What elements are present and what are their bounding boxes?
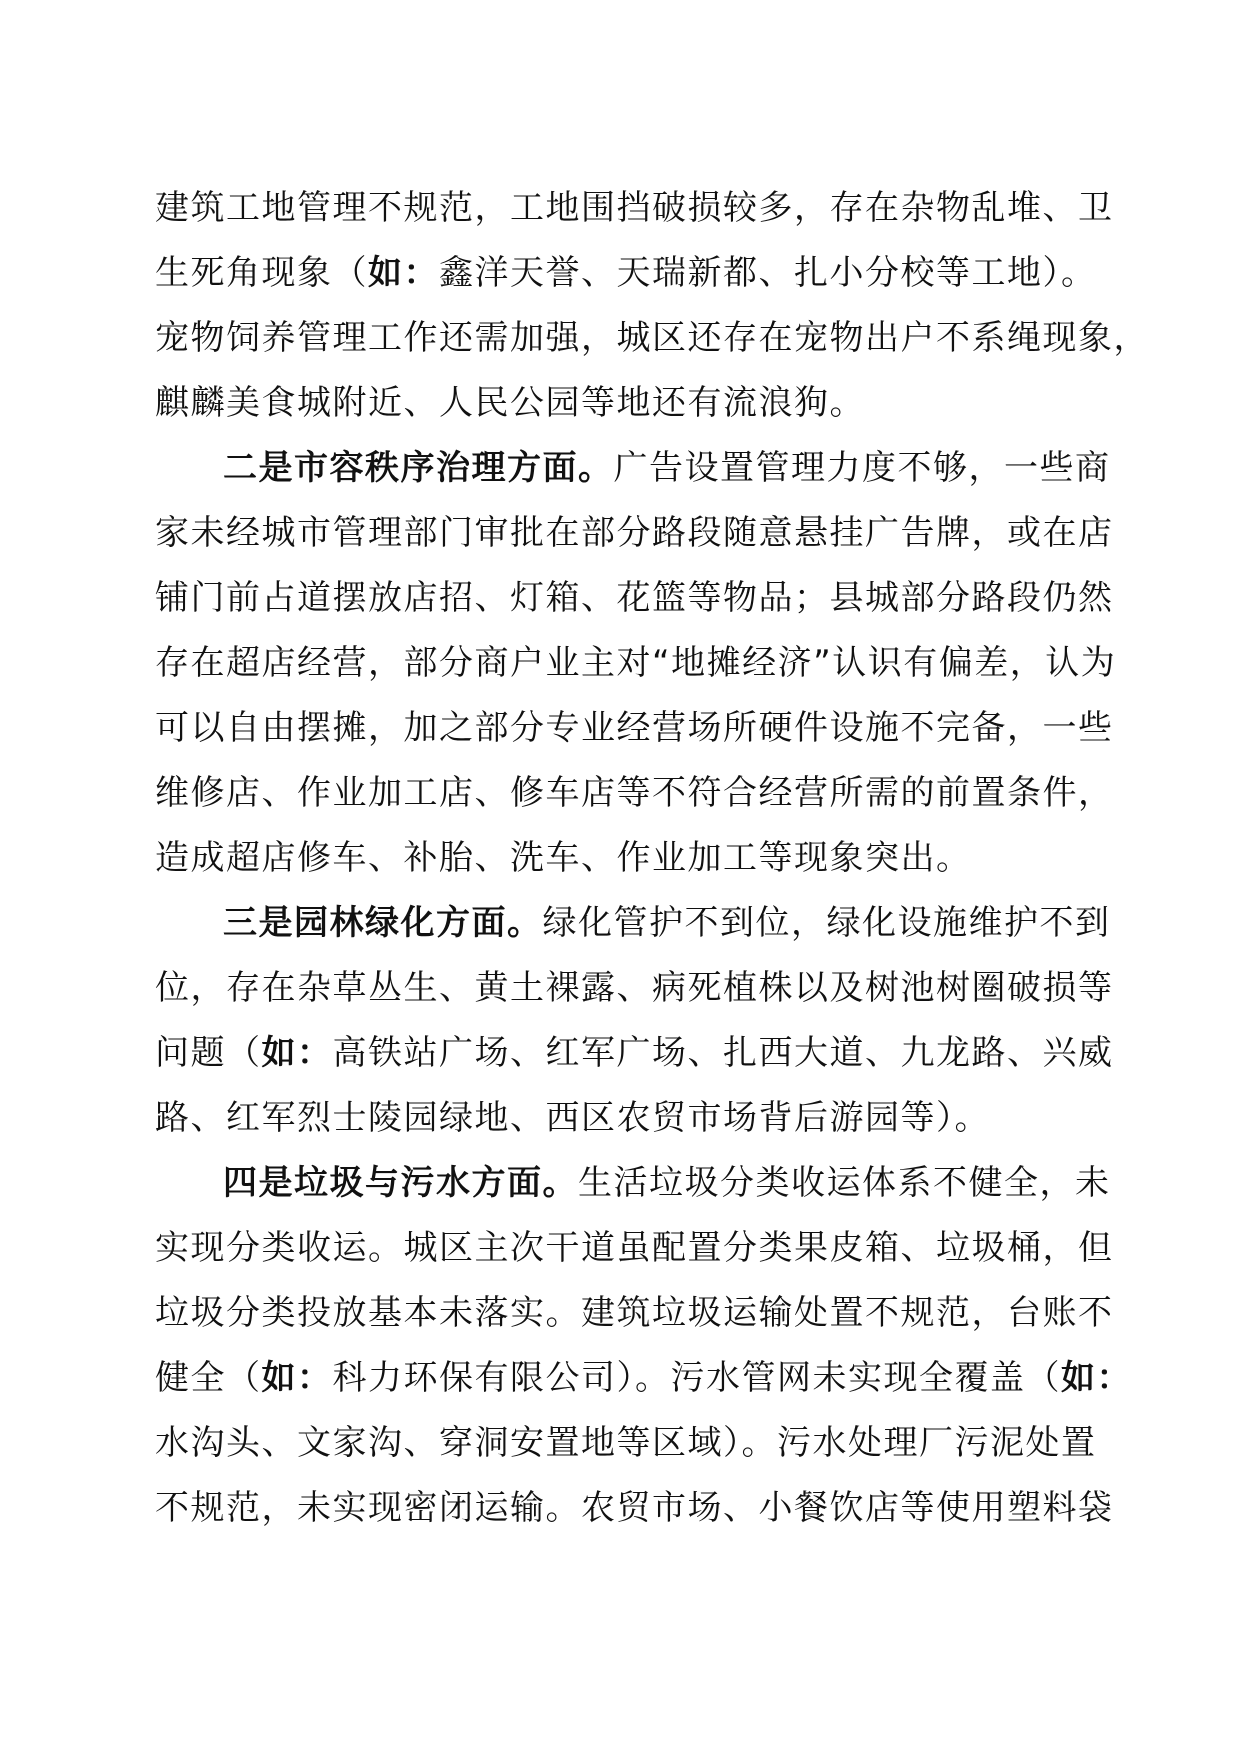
text-line — [155, 761, 1114, 826]
text-line — [155, 241, 1095, 306]
text-line — [155, 1281, 1114, 1346]
text-line — [155, 631, 1117, 696]
text-segment: 造成超店修车、补胎、洗车、作业加工等现象突出。 — [155, 838, 972, 878]
text-segment: 高铁站广场、红军广场、扎西大道、九龙路、兴威 — [332, 1033, 1114, 1073]
text-segment: 健全（ — [155, 1358, 262, 1398]
text-segment: 广告设置管理力度不够，一些商 — [613, 448, 1111, 488]
bold-text-segment: 如： — [261, 1358, 333, 1398]
bold-text-segment: 如： — [1061, 1358, 1132, 1398]
text-segment: 位，存在杂草丛生、黄土裸露、病死植株以及树池树圈破损等 — [155, 968, 1114, 1008]
text-segment: 鑫洋天誉、天瑞新都、扎小分校等工地）。 — [439, 253, 1097, 293]
text-segment: 路、红军烈士陵园绿地、西区农贸市场背后游园等）。 — [155, 1098, 990, 1138]
bold-text-segment: 三是园林绿化方面。 — [223, 903, 543, 943]
text-segment: 可以自由摆摊，加之部分专业经营场所硬件设施不完备，一些 — [155, 708, 1114, 748]
text-line — [155, 176, 1114, 241]
text-line — [155, 696, 1114, 761]
text-segment: 麒麟美食城附近、人民公园等地还有流浪狗。 — [155, 383, 865, 423]
text-line — [155, 306, 1149, 371]
text-segment: 生死角现象（ — [155, 253, 368, 293]
bold-text-segment: 如： — [261, 1033, 333, 1073]
text-segment: 建筑工地管理不规范，工地围挡破损较多，存在杂物乱堆、卫 — [155, 188, 1114, 228]
text-line — [155, 1021, 1114, 1086]
text-segment: 存在超店经营，部分商户业主对“地摊经济”认识有偏差，认为 — [155, 643, 1117, 683]
text-line — [155, 1216, 1114, 1281]
text-line — [155, 1086, 1095, 1151]
text-segment: 问题（ — [155, 1033, 262, 1073]
text-segment: 水沟头、文家沟、穿洞安置地等区域）。污水处理厂污泥处置 — [155, 1423, 1097, 1463]
text-segment: 家未经城市管理部门审批在部分路段随意悬挂广告牌，或在店 — [155, 513, 1114, 553]
text-segment: 维修店、作业加工店、修车店等不符合经营所需的前置条件， — [155, 773, 1114, 813]
text-segment: 绿化管护不到位，绿化设施维护不到 — [542, 903, 1111, 943]
text-line — [155, 1476, 1114, 1541]
paragraph-first-line — [155, 1151, 1111, 1216]
text-segment: 生活垃圾分类收运体系不健全，未 — [578, 1163, 1111, 1203]
text-line — [155, 566, 1114, 631]
paragraph-first-line — [155, 436, 1111, 501]
text-line — [155, 501, 1114, 566]
document-body — [155, 176, 1149, 1541]
text-line — [155, 1346, 1132, 1411]
text-line — [155, 826, 1095, 891]
paragraph-first-line — [155, 891, 1111, 956]
text-segment: 垃圾分类投放基本未落实。建筑垃圾运输处置不规范，台账不 — [155, 1293, 1114, 1333]
text-segment: 实现分类收运。城区主次干道虽配置分类果皮箱、垃圾桶，但 — [155, 1228, 1114, 1268]
text-segment: 宠物饲养管理工作还需加强，城区还存在宠物出户不系绳现象， — [155, 318, 1149, 358]
text-segment: 铺门前占道摆放店招、灯箱、花篮等物品；县城部分路段仍然 — [155, 578, 1114, 618]
text-line — [155, 956, 1114, 1021]
text-line — [155, 371, 1095, 436]
text-segment: 科力环保有限公司）。污水管网未实现全覆盖（ — [332, 1358, 1061, 1398]
bold-text-segment: 如： — [368, 253, 439, 293]
text-line — [155, 1411, 1095, 1476]
bold-text-segment: 二是市容秩序治理方面。 — [223, 448, 614, 488]
bold-text-segment: 四是垃圾与污水方面。 — [223, 1163, 578, 1203]
text-segment: 不规范，未实现密闭运输。农贸市场、小餐饮店等使用塑料袋 — [155, 1488, 1114, 1528]
